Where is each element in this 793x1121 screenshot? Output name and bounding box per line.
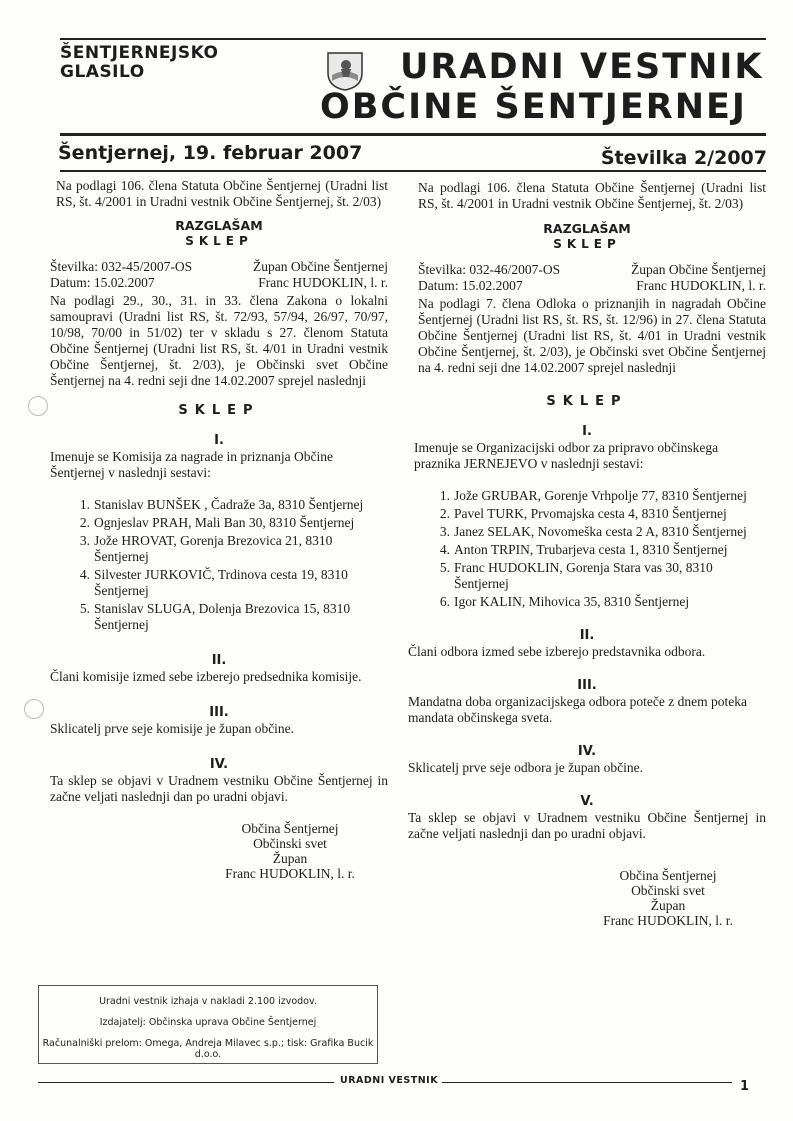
right-column [408, 180, 766, 928]
right-section-2-heading: II. [579, 628, 595, 643]
masthead-title-line-1: URADNI VESTNIK [400, 47, 764, 87]
right-section-2-text: Člani odbora izmed sebe izberejo predstavnika odbora. [408, 644, 706, 659]
issue-number: Številka 2/2007 [600, 147, 767, 169]
bottom-rule-right [442, 1082, 732, 1083]
date-rule [60, 170, 766, 172]
right-sig-line-2: Občinski svet [631, 883, 705, 898]
left-sig-line-2: Občinski svet [253, 836, 327, 851]
bottom-label: URADNI VESTNIK [340, 1075, 439, 1086]
left-preamble: Na podlagi 106. člena Statuta Občine Šentjernej (Uradni list RS, št. 4/2001 in Uradni vestnik Občine Šentjernej, št. 2/03) [56, 178, 388, 209]
right-sig-line-1: Občina Šentjernej [619, 868, 717, 883]
right-preamble: Na podlagi 106. člena Statuta Občine Šentjernej (Uradni list RS, št. 4/2001 in Uradni vestnik Občine Šentjernej, št. 2/03) [418, 180, 766, 211]
right-section-5-text: Ta sklep se objavi v Uradnem vestniku Občine Šentjernej in začne veljati naslednji dan po uradni objavi. [408, 810, 766, 841]
right-zupan-title: Župan Občine Šentjernej [631, 262, 766, 277]
right-section-1-text: Imenuje se Organizacijski odbor za pripravo občinskega praznika JERNEJEVO v naslednji sestavi: [414, 440, 719, 471]
masthead-title-line-2: OBČINE ŠENTJERNEJ [320, 87, 747, 127]
right-razglasam: RAZGLAŠAM [543, 221, 631, 236]
glasilo-line-1: ŠENTJERNEJSKO [60, 43, 219, 63]
list-item: 1. Stanislav BUNŠEK , Čadraže 3a, 8310 Šentjernej [79, 497, 364, 512]
issue-date: Šentjernej, 19. februar 2007 [58, 142, 363, 164]
right-zupan-name: Franc HUDOKLIN, l. r. [636, 278, 766, 293]
left-section-1-text: Imenuje se Komisija za nagrade in priznanja Občine Šentjernej v naslednji sestavi: [50, 449, 334, 480]
list-item: 4. Silvester JURKOVIČ, Trdinova cesta 19, 8310 Šentjernej [79, 567, 348, 598]
left-section-4-heading: IV. [209, 757, 229, 772]
glasilo-label [60, 44, 218, 82]
footer-line-2: Izdajatelj: Občinska uprava Občine Šentjernej [99, 1017, 317, 1028]
left-column [50, 178, 388, 881]
left-section-2-text: Člani komisije izmed sebe izberejo predsednika komisije. [50, 669, 362, 684]
right-doc-meta [408, 262, 766, 294]
masthead-rule-thick [60, 133, 766, 136]
left-signature [190, 821, 390, 881]
left-doc-meta [50, 259, 388, 291]
left-razglasam: RAZGLAŠAM [175, 218, 263, 233]
list-item: 2. Pavel TURK, Prvomajska cesta 4, 8310 Šentjernej [439, 506, 727, 521]
left-section-2-heading: II. [211, 653, 227, 668]
right-section-4-heading: IV. [577, 744, 597, 759]
footer-line-3: Računalniški prelom: Omega, Andreja Milavec s.p.; tisk: Grafika Bucik d.o.o. [42, 1038, 374, 1060]
left-section-3-heading: III. [209, 705, 229, 720]
left-member-list [50, 497, 388, 633]
right-signature [568, 868, 768, 928]
left-intro: Na podlagi 29., 30., 31. in 33. člena Zakona o lokalni samoupravi (Uradni list RS, št. 72/93, 57/94, 26/97, 70/97, 10/98, 70/00 in 51/02) ter v skladu s 27. členom Statuta Občine Šentjernej (Uradni list RS, št. 4/01 in Uradni vestnik Občine Šentjernej, št. 2/03), je Občinski svet Občine Šentjernej na 4. redni seji dne 14.02.2007 sprejel naslednji [50, 293, 388, 388]
page-number: 1 [740, 1079, 750, 1094]
publication-info-box [38, 985, 378, 1064]
left-section-3-text: Sklicatelj prve seje komisije je župan občine. [50, 721, 295, 736]
right-sig-line-3: Župan [650, 898, 686, 913]
left-sklep-title: SKLEP [178, 403, 260, 418]
glasilo-line-2: GLASILO [60, 62, 145, 82]
left-sig-line-1: Občina Šentjernej [241, 821, 339, 836]
left-stevilka: Številka: 032-45/2007-OS [50, 259, 193, 274]
left-zupan-name: Franc HUDOKLIN, l. r. [258, 275, 388, 290]
top-rule [60, 38, 766, 40]
left-sig-line-4: Franc HUDOKLIN, l. r. [225, 866, 355, 881]
right-sklep-title: SKLEP [546, 394, 628, 409]
left-section-4-text: Ta sklep se objavi v Uradnem vestniku Občine Šentjernej in začne veljati naslednji dan po uradni objavi. [50, 773, 388, 804]
list-item: 3. Janez SELAK, Novomeška cesta 2 A, 8310 Šentjernej [439, 524, 747, 539]
right-section-3-heading: III. [577, 678, 597, 693]
list-item: 1. Jože GRUBAR, Gorenje Vrhpolje 77, 8310 Šentjernej [439, 488, 747, 503]
list-item: 2. Ognjeslav PRAH, Mali Ban 30, 8310 Šentjernej [79, 515, 355, 530]
right-stevilka: Številka: 032-46/2007-OS [418, 262, 561, 277]
right-member-list [408, 488, 766, 610]
left-section-1-heading: I. [214, 433, 224, 448]
left-datum: Datum: 15.02.2007 [50, 275, 155, 290]
right-intro: Na podlagi 7. člena Odloka o priznanjih in nagradah Občine Šentjernej (Uradni list RS, št. RS, št. 12/96) in 27. člena Statuta Občine Šentjernej (Uradni list RS, št. 4/01 in Uradni vestnik Občine Šentjernej, št. 2/03), je Občinski svet Občine Šentjernej na 4. redni seji dne 14.02.2007 sprejel naslednji [418, 296, 766, 375]
punch-hole-mark [24, 699, 44, 719]
list-item: 4. Anton TRPIN, Trubarjeva cesta 1, 8310 Šentjernej [439, 542, 728, 557]
left-sklep-heading: SKLEP [185, 234, 253, 248]
right-section-5-heading: V. [580, 794, 594, 809]
list-item: 3. Jože HROVAT, Gorenja Brezovica 21, 8310 Šentjernej [79, 533, 333, 564]
punch-hole-mark [28, 396, 48, 416]
right-sig-line-4: Franc HUDOKLIN, l. r. [603, 913, 733, 928]
left-sig-line-3: Župan [272, 851, 308, 866]
right-sklep-heading: SKLEP [553, 237, 621, 251]
right-datum: Datum: 15.02.2007 [418, 278, 523, 293]
footer-line-1: Uradni vestnik izhaja v nakladi 2.100 izvodov. [99, 996, 317, 1007]
left-zupan-title: Župan Občine Šentjernej [253, 259, 388, 274]
list-item: 5. Stanislav SLUGA, Dolenja Brezovica 15, 8310 Šentjernej [79, 601, 351, 632]
municipal-coat-of-arms-icon [326, 51, 364, 91]
right-section-3-text: Mandatna doba organizacijskega odbora poteče z dnem poteka mandata občinskega sveta. [408, 694, 747, 725]
list-item: 5. Franc HUDOKLIN, Gorenja Stara vas 30, 8310 Šentjernej [439, 560, 713, 591]
right-section-4-text: Sklicatelj prve seje odbora je župan občine. [408, 760, 644, 775]
bottom-rule-left [38, 1082, 334, 1083]
right-section-1-heading: I. [582, 424, 592, 439]
list-item: 6. Igor KALIN, Mihovica 35, 8310 Šentjernej [439, 594, 690, 609]
